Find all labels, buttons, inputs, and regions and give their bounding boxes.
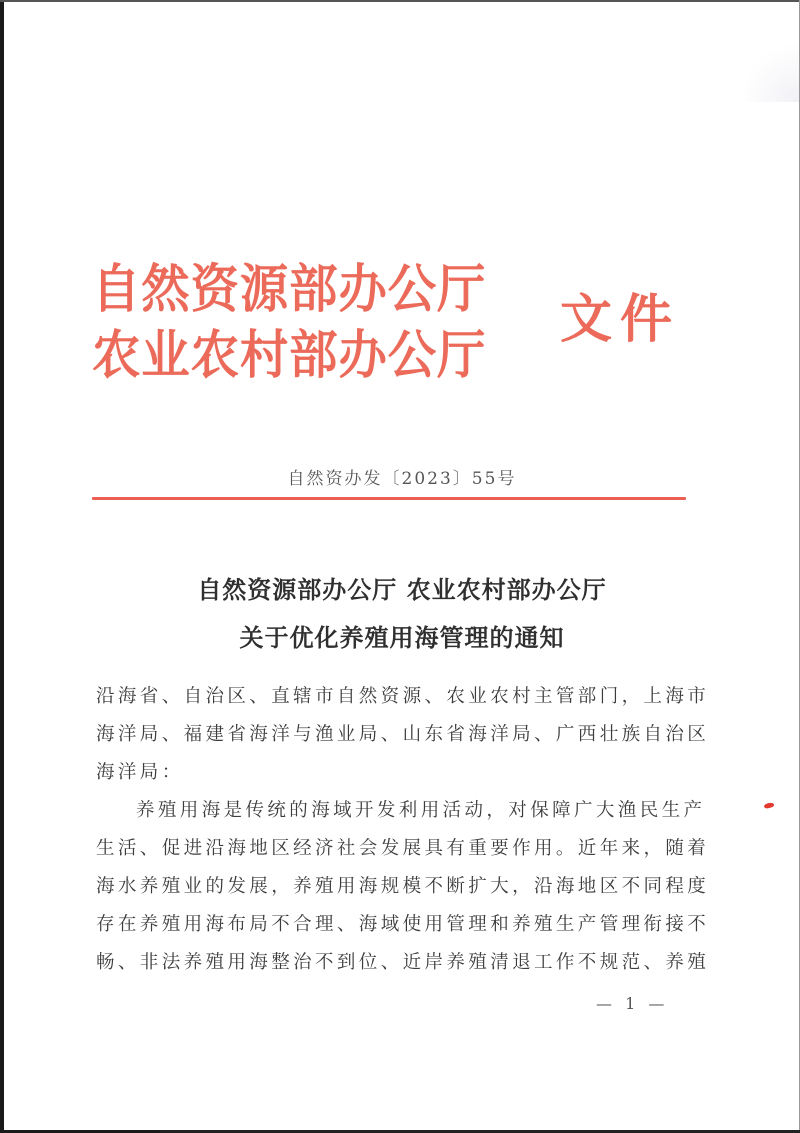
addressee-line: 海洋局、福建省海洋与渔业局、山东省海洋局、广西壮族自治区 bbox=[96, 724, 710, 745]
red-divider-line bbox=[92, 497, 686, 500]
document-body bbox=[96, 678, 710, 982]
issuing-org-2: 农业农村部办公厅 bbox=[92, 325, 487, 386]
document-title-line-1: 自然资源部办公厅 农业农村部办公厅 bbox=[197, 576, 607, 604]
page-number: — 1 — bbox=[596, 994, 669, 1013]
body-paragraph-line: 畅、非法养殖用海整治不到位、近岸养殖清退工作不规范、养殖 bbox=[96, 952, 710, 973]
body-paragraph-line: 海水养殖业的发展，养殖用海规模不断扩大，沿海地区不同程度 bbox=[96, 876, 710, 897]
scan-shade bbox=[740, 42, 800, 102]
body-paragraph-line: 存在养殖用海布局不合理、海域使用管理和养殖生产管理衔接不 bbox=[96, 914, 710, 935]
addressee-line: 海洋局： bbox=[96, 762, 184, 783]
document-number: 自然资办发〔2023〕55号 bbox=[287, 469, 517, 489]
red-ink-mark bbox=[764, 802, 775, 809]
issuing-org-1: 自然资源部办公厅 bbox=[92, 259, 487, 320]
document-type-label: 文件 bbox=[560, 289, 681, 350]
document-page bbox=[4, 2, 800, 1130]
document-title-line-2: 关于优化养殖用海管理的通知 bbox=[239, 624, 565, 652]
document-header bbox=[92, 260, 712, 400]
addressee-line: 沿海省、自治区、直辖市自然资源、农业农村主管部门，上海市 bbox=[96, 686, 710, 707]
body-paragraph-line: 生活、促进沿海地区经济社会发展具有重要作用。近年来，随着 bbox=[96, 838, 710, 859]
body-paragraph-line: 养殖用海是传统的海域开发利用活动，对保障广大渔民生产 bbox=[136, 800, 706, 821]
